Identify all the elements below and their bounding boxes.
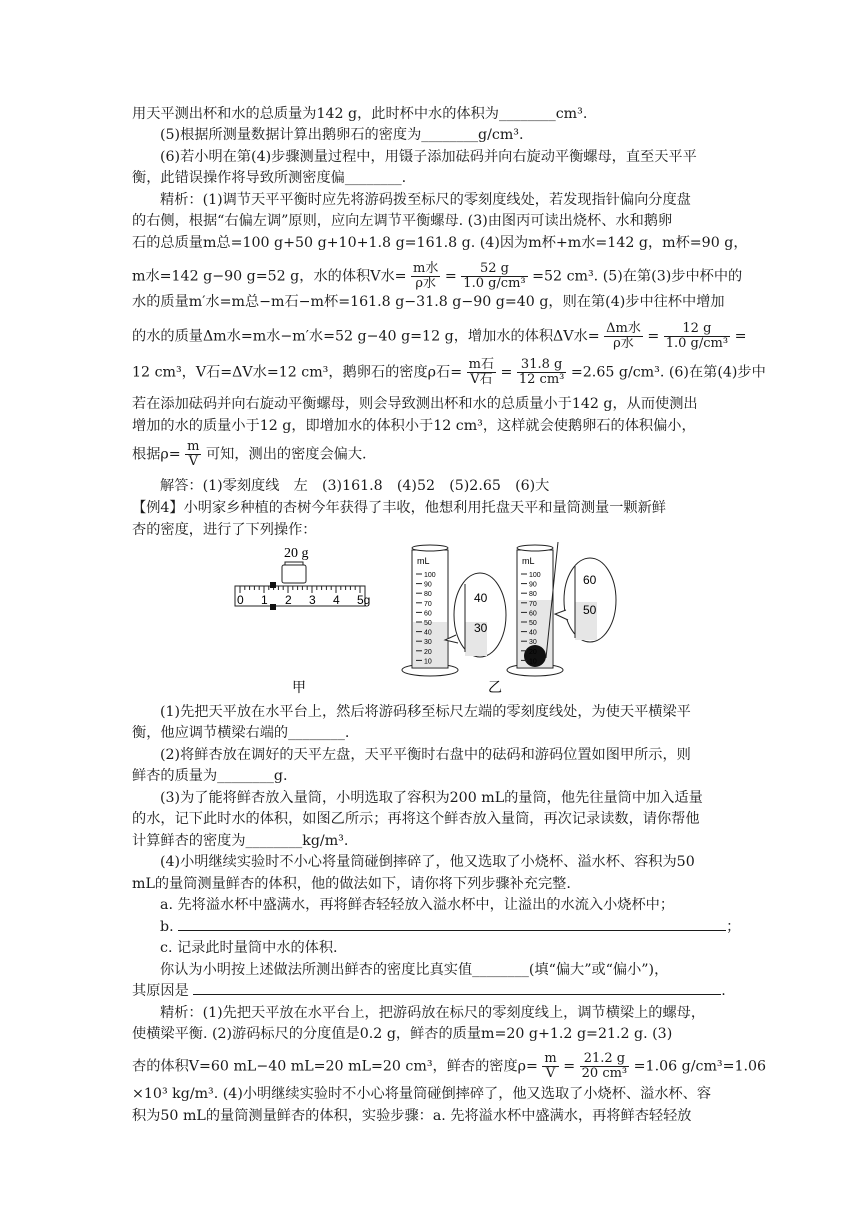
- text-line: 使横梁平衡. (2)游码标尺的分度值是0.2 g，鲜杏的质量m=20 g+1.2 g=21.2 g. (3): [132, 1026, 673, 1042]
- text-line: 的水，记下此时水的体积，如图乙所示；再将这个鲜杏放入量筒，再次记录读数，请你帮他: [132, 811, 700, 827]
- formula-line: 杏的体积V=60 mL−40 mL=20 mL=20 cm³，鲜杏的密度ρ= $\frac{m}{V}$ = $\frac{21.2 g}{\text{20 cm³}}$ =1.06 g/cm³=1.06: [132, 1051, 767, 1081]
- text-line: 解答：(1)零刻度线 左 (3)161.8 (4)52 (5)2.65 (6)大: [160, 478, 550, 494]
- text-segment: 可知，测出的密度会偏大.: [205, 446, 367, 463]
- step-label: b.: [160, 919, 174, 935]
- cylinder-tick-label: 50: [424, 620, 432, 627]
- cylinder-tick-label: 80: [529, 591, 537, 599]
- text-line: (5)根据所测量数据计算出鹅卵石的密度为________g/cm³.: [160, 127, 524, 143]
- text-segment: 杏的体积V=60 mL−40 mL=20 mL=20 cm³，鲜杏的密度ρ=: [132, 1058, 538, 1075]
- text-line: 衡，此错误操作将导致所测密度偏________.: [132, 170, 407, 186]
- text-line: b. ；: [160, 919, 741, 935]
- text-line: (4)小明继续实验时不小心将量筒碰倒摔碎了，他又选取了小烧杯、溢水杯、容积为50: [160, 854, 695, 870]
- denominator: V: [188, 454, 198, 469]
- cylinder-tick-label: 90: [424, 581, 432, 589]
- text-line: 计算鲜杏的密度为________kg/m³.: [132, 833, 349, 849]
- scale-tick-label: 0: [237, 593, 244, 607]
- rider: [270, 582, 276, 588]
- text-segment: 根据ρ=: [132, 446, 181, 463]
- text-line: 若在添加砝码并向右旋动平衡螺母，则会导致测出杯和水的总质量小于142 g，从而使测出: [132, 396, 698, 412]
- text-line: 的右侧，根据“右偏左调”原则，应向左调节平衡螺母. (3)由图丙可读出烧杯、水和鹅卵: [132, 213, 673, 229]
- fraction: [467, 358, 496, 387]
- cylinder-unit: mL: [417, 556, 430, 566]
- text-segment: =2.65 g/cm³. (6)在第(4)步中: [570, 364, 766, 381]
- text-line: 精析：(1)先把天平放在水平台上，把游码放在标尺的零刻度线上，调节横梁上的螺母，: [160, 1005, 706, 1021]
- text-line: (6)若小明在第(4)步骤测量过程中，用镊子添加砝码并向右旋动平衡螺母，直至天平平: [160, 149, 697, 165]
- denominator: 1.0 g/cm³: [463, 276, 526, 291]
- text-segment: 其原因是: [132, 983, 189, 999]
- cylinder-tick-label: 30: [529, 639, 537, 647]
- text-line: 你认为小明按上述做法所测出鲜杏的密度比真实值________(填“偏大”或“偏小”)，: [160, 962, 669, 978]
- weight-icon: [282, 562, 306, 583]
- text-segment: 的水的质量Δm水=m水−m′水=52 g−40 g=12 g，增加水的体积ΔV水=: [132, 328, 600, 345]
- scale-tick-label: 5g: [357, 593, 371, 607]
- cylinder-tick-label: 20: [424, 648, 432, 656]
- text-line: a. 先将溢水杯中盛满水，再将鲜杏轻轻放入溢水杯中，让溢出的水流入小烧杯中；: [160, 897, 675, 913]
- fraction: [185, 440, 201, 469]
- cylinder-tick-label: 70: [424, 600, 432, 608]
- cylinder-tick-label: 50: [529, 620, 537, 627]
- formula-line: [132, 440, 732, 469]
- text-line: (3)为了能将鲜杏放入量筒，小明选取了容积为200 mL的量筒，他先往量筒中加入适量: [160, 790, 703, 806]
- denominator: 12 cm³: [518, 372, 565, 387]
- fraction: [580, 1052, 630, 1081]
- fraction: [664, 322, 730, 351]
- denominator: V石: [470, 372, 493, 387]
- numerator: 31.8 g: [517, 358, 567, 373]
- numerator: m石: [468, 357, 494, 372]
- text-line: 杏的密度，进行了下列操作：: [132, 522, 317, 538]
- zoom-value: 50: [583, 603, 597, 617]
- text-segment: =: [734, 328, 747, 345]
- formula-line: 12 cm³，V石=ΔV水=12 cm³，鹅卵石的密度ρ石= $\frac{\text{m石}}{\text{V石}}$ = $\frac{31.8 g}{\text{12 cm³}}$ =2.65 g/cm³. (6)在第(4)步中: [132, 357, 766, 387]
- scale-tick-label: 2: [285, 593, 292, 607]
- experiment-figure: [230, 540, 630, 695]
- text-line: 衡，他应调节横梁右端的________.: [132, 725, 350, 741]
- cylinder-tick-label: 60: [424, 610, 432, 618]
- text-segment: =1.06 g/cm³=1.06: [633, 1058, 767, 1075]
- scale-tick-label: 1: [261, 593, 268, 607]
- scale-tick-label: 3: [309, 593, 316, 607]
- zoom-value: 40: [474, 591, 488, 605]
- cylinder-tick-label: 30: [424, 639, 432, 647]
- cylinder-unit: mL: [522, 556, 535, 566]
- zoom-value: 60: [583, 573, 597, 587]
- cylinder-tick-label: 40: [529, 629, 537, 637]
- zoom-bubble-1: [445, 573, 506, 657]
- numerator: Δm水: [606, 321, 641, 336]
- cylinder-tick-label: 10: [424, 658, 432, 666]
- numerator: m水: [413, 261, 439, 276]
- cylinder-tick-label: 100: [529, 572, 541, 579]
- measuring-cylinder-2: [507, 542, 563, 676]
- numerator: 12 g: [664, 322, 730, 337]
- cylinder-tick-label: 90: [529, 581, 537, 589]
- denominator: ρ水: [613, 336, 634, 351]
- text-line: 鲜杏的质量为________g.: [132, 768, 288, 784]
- numerator: 52 g: [461, 262, 527, 277]
- example-heading: 【例4】小明家乡种植的杏树今年获得了丰收，他想利用托盘天平和量筒测量一颗新鲜: [132, 500, 666, 516]
- cylinder-tick-label: 80: [424, 591, 432, 599]
- cylinder-tick-label: 40: [424, 629, 432, 637]
- text-line: (1)先把天平放在水平台上，然后将游码移至标尺左端的零刻度线处，为使天平横梁平: [160, 704, 691, 720]
- text-line: 积为50 mL的量筒测量鲜杏的体积，实验步骤：a. 先将溢水杯中盛满水，再将鲜杏轻轻放: [132, 1108, 692, 1124]
- text-line: 用天平测出杯和水的总质量为142 g，此时杯中水的体积为________cm³.: [132, 106, 588, 122]
- fraction: [461, 262, 527, 291]
- scale-tick-label: 4: [333, 593, 340, 607]
- fraction: [604, 322, 643, 351]
- text-line: mL的量筒测量鲜杏的体积，他的做法如下，请你将下列步骤补充完整.: [132, 876, 571, 892]
- text-line: 石的总质量m总=100 g+50 g+10+1.8 g=161.8 g. (4)因为m杯+m水=142 g，m杯=90 g，: [132, 235, 748, 251]
- text-segment: =52 cm³. (5)在第(3)步中杯中的: [532, 268, 743, 285]
- denominator: V: [545, 1066, 556, 1081]
- text-line: ×10³ kg/m³. (4)小明继续实验时不小心将量筒碰倒摔碎了，他又选取了小烧杯、溢水杯、容: [132, 1086, 712, 1102]
- answer-blank: [178, 918, 726, 931]
- fraction: [542, 1052, 558, 1081]
- text-segment: 12 cm³，V石=ΔV水=12 cm³，鹅卵石的密度ρ石=: [132, 364, 463, 381]
- text-line: 精析：(1)调节天平平衡时应先将游码拨至标尺的零刻度线处，若发现指针偏向分度盘: [160, 192, 691, 208]
- rider: [270, 604, 276, 610]
- numerator: m: [187, 439, 200, 454]
- text-line: 水的质量m′水=m总−m石−m杯=161.8 g−31.8 g−90 g=40 g，则在第(4)步中往杯中增加: [132, 294, 725, 310]
- denominator: 20 cm³: [581, 1066, 628, 1081]
- numerator: m: [544, 1051, 557, 1066]
- fraction: [517, 358, 567, 387]
- cylinder-tick-label: 70: [529, 600, 537, 608]
- zoom-bubble-2: [555, 558, 616, 642]
- weight-label: 20 g: [284, 546, 309, 561]
- zoom-value: 30: [474, 621, 488, 635]
- denominator: 1.0 g/cm³: [665, 336, 729, 351]
- figure-label-jia: 甲: [292, 681, 306, 695]
- fraction: [411, 262, 440, 291]
- answer-blank: [193, 982, 721, 995]
- cylinder-tick-label: 20: [529, 648, 537, 656]
- text-line: (2)将鲜杏放在调好的天平左盘，天平平衡时右盘中的砝码和游码位置如图甲所示，则: [160, 747, 691, 763]
- cylinder-tick-label: 100: [424, 572, 436, 579]
- formula-line: 的水的质量Δm水=m水−m′水=52 g−40 g=12 g，增加水的体积ΔV水= $\frac{\text{Δm水}}{\text{ρ水}}$ = $\frac{12 g}{\text{1.0 g/cm³}}$ =: [132, 321, 747, 351]
- text-line: c. 记录此时量筒中水的体积.: [160, 940, 338, 956]
- cylinder-tick-label: 60: [529, 610, 537, 618]
- denominator: ρ水: [415, 276, 437, 291]
- numerator: 21.2 g: [580, 1052, 630, 1067]
- text-line: 增加的水的质量小于12 g，即增加水的体积小于12 cm³，这样就会使鹅卵石的体积偏小，: [132, 418, 696, 434]
- text-line: 其原因是 .: [132, 983, 726, 999]
- figure-label-yi: 乙: [488, 681, 502, 695]
- cylinder-tick-label: 10: [529, 658, 537, 666]
- formula-line: m水=142 g−90 g=52 g，水的体积V水= $\frac{\text{m水}}{\text{ρ水}}$ = $\frac{52 g}{\text{1.0 g/cm³}}$ =52 cm³. (5)在第(3)步中杯中的: [132, 261, 743, 291]
- text-segment: m水=142 g−90 g=52 g，水的体积V水=: [132, 268, 407, 285]
